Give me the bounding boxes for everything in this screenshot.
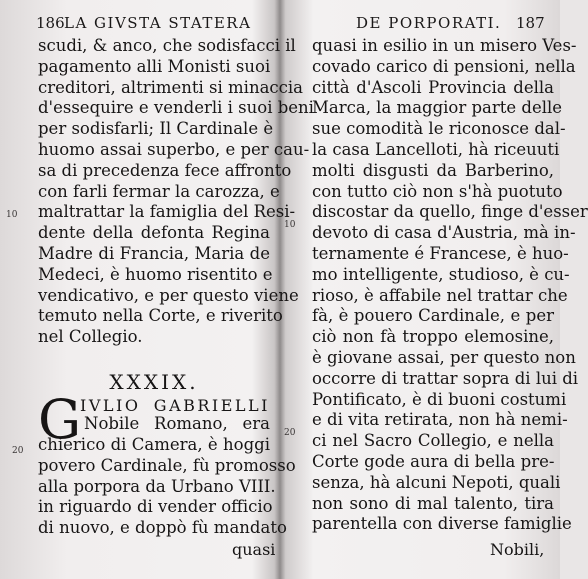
text-line: vendicativo, e per questo viene (38, 285, 299, 305)
entry-text (84, 414, 270, 435)
line-number-marker: 10 (6, 210, 18, 220)
section-heading: XXXIX. (109, 370, 199, 394)
text-line: huomo assai superbo, e per cau- (38, 139, 310, 159)
text-line: rioso, è affabile nel trattar che (312, 285, 568, 305)
text-line: ternamente é Francese, è huo- (312, 243, 569, 263)
text-line: maltrattar la famiglia del Resi- (38, 202, 296, 222)
text-line: quasi in esilio in un misero Ves- (312, 36, 577, 55)
text-line: Corte gode aura di bella pre- (312, 451, 555, 471)
text-line: creditori, altrimenti si minaccia (38, 77, 304, 97)
text-line: con tutto ciò non s'hà puotuto (312, 181, 563, 201)
text-line: covado carico di pensioni, nella (312, 56, 576, 76)
text-line: mo intelligente, studioso, è cu- (312, 264, 570, 284)
text-line: discostar da quello, finge d'esser (312, 202, 588, 222)
drop-capital: G (38, 388, 82, 451)
text-line: Pontificato, è di buoni costumi (312, 389, 567, 409)
page-number: 187 (516, 14, 545, 32)
page-number: 186 (36, 14, 65, 32)
text-line: temuto nella Corte, e riverito (38, 306, 283, 326)
right-page (280, 0, 588, 579)
text-line: città d'Ascoli Provincia della (312, 77, 554, 97)
text-line: povero Cardinale, fù promosso (38, 455, 296, 475)
text-line: Nobile Romano, era (84, 414, 270, 433)
catchword: Nobili, (490, 540, 545, 559)
text-line: per sodisfarli; Il Cardinale è (38, 119, 274, 139)
line-number-marker: 10 (284, 220, 296, 230)
text-line: dente della defonta Regina (38, 223, 270, 243)
text-line: di nuovo, e doppò fù mandato (38, 518, 287, 538)
line-number-marker: 20 (12, 446, 24, 456)
catchword: quasi (232, 540, 276, 559)
text-line: scudi, & anco, che sodisfacci il (38, 36, 296, 55)
text-line: nel Collegio. (38, 327, 143, 347)
text-line: non sono di mal talento, tira (312, 493, 554, 513)
text-line: è giovane assai, per questo non (312, 347, 576, 367)
text-line: senza, hà alcuni Nepoti, quali (312, 472, 561, 492)
text-line: e di vita retirata, non hà nemi- (312, 410, 568, 430)
text-line: d'essequire e venderli i suoi beni (38, 98, 314, 118)
text-line: molti disgusti da Barberino, (312, 160, 554, 180)
text-line: chierico di Camera, è hoggi (38, 435, 270, 454)
line-number-marker: 20 (284, 428, 296, 438)
text-line: fà, è pouero Cardinale, e per (312, 306, 554, 326)
text-line: sue comodità le riconosce dal- (312, 119, 566, 139)
text-line: in riguardo di vender officio (38, 497, 273, 517)
text-line: con farli fermar la carozza, e (38, 181, 280, 201)
text-line: devoto di casa d'Austria, mà in- (312, 223, 576, 243)
text-line: Medeci, è huomo risentito e (38, 264, 273, 284)
body-text (312, 36, 588, 535)
entry-text-continued (38, 435, 296, 539)
text-line: Madre di Francia, Maria de (38, 243, 270, 263)
running-head: LA GIVSTA STATERA (64, 14, 252, 32)
text-line: parentella con diverse famiglie (312, 514, 572, 534)
entry-name: IVLIO GABRIELLI (80, 396, 270, 415)
text-line: pagamento alli Monisti suoi (38, 56, 271, 76)
text-line: Marca, la maggior parte delle (312, 98, 563, 118)
text-line: occorre di trattar sopra di lui di (312, 368, 579, 388)
running-head: DE PORPORATI. (356, 14, 502, 32)
text-line: ci nel Sacro Collegio, e nella (312, 431, 554, 451)
text-line: alla porpora da Urbano VIII. (38, 476, 276, 496)
text-line: sa di precedenza fece affronto (38, 160, 292, 180)
text-line: la casa Lancelloti, hà riceuuti (312, 139, 560, 159)
text-line: ciò non fà troppo elemosine, (312, 327, 554, 347)
